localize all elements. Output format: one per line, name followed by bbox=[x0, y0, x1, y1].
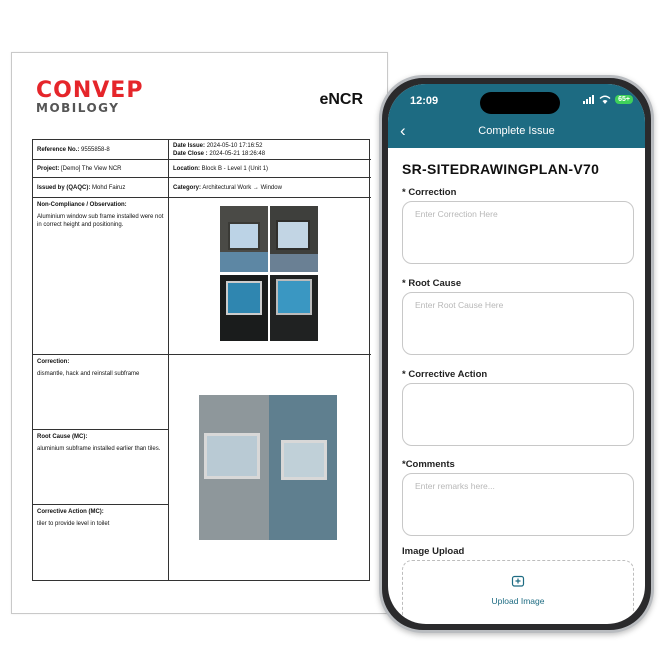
phone-frame bbox=[379, 75, 654, 633]
location-cell: Location: Block B - Level 1 (Unit 1) bbox=[169, 160, 371, 178]
back-chevron-icon[interactable]: ‹ bbox=[400, 121, 406, 140]
correction-input[interactable]: Enter Correction Here bbox=[402, 201, 634, 264]
nav-title: Complete Issue bbox=[478, 125, 555, 137]
dates-cell: Date Issue: 2024-05-10 17:16:52 Date Close : 2024-05-21 18:26:48 bbox=[169, 140, 371, 160]
issued-by-cell: Issued by (QAQC): Mohd Fairuz bbox=[33, 178, 169, 198]
corrective-action-cell: Corrective Action (MC): tiler to provide level in toilet bbox=[33, 505, 169, 581]
wifi-icon bbox=[599, 95, 611, 104]
image-plus-icon bbox=[511, 574, 525, 588]
correction-cell: Correction: dismantle, hack and reinstall subframe bbox=[33, 355, 169, 430]
dynamic-island bbox=[480, 92, 560, 114]
status-icons bbox=[583, 95, 633, 104]
form-content bbox=[402, 148, 637, 624]
logo-wordmark: CONVEP bbox=[36, 78, 144, 103]
site-photo-4 bbox=[270, 275, 318, 341]
issue-title: SR-SITEDRAWINGPLAN-V70 bbox=[402, 161, 600, 177]
nav-bar bbox=[388, 116, 645, 148]
root-cause-input[interactable]: Enter Root Cause Here bbox=[402, 292, 634, 355]
reference-cell: Reference No.: 9555858-8 bbox=[33, 140, 169, 160]
corrective-action-label: * Corrective Action bbox=[402, 369, 488, 380]
noncompliance-cell: Non-Compliance / Observation: Aluminium window sub frame installed were not in correct height and positioning. bbox=[33, 198, 169, 355]
image-upload-label: Image Upload bbox=[402, 546, 465, 557]
site-photo-1 bbox=[220, 206, 268, 272]
upload-image-label: Upload Image bbox=[491, 596, 545, 606]
noncompliance-photos-cell bbox=[169, 198, 371, 355]
root-cause-cell: Root Cause (MC): aluminium subframe installed earlier than tiles. bbox=[33, 430, 169, 505]
completed-photo bbox=[199, 395, 337, 540]
comments-input[interactable]: Enter remarks here... bbox=[402, 473, 634, 536]
document-title: eNCR bbox=[319, 91, 363, 108]
encr-document bbox=[11, 52, 388, 614]
ncr-table bbox=[32, 139, 370, 581]
phone-screen bbox=[388, 84, 645, 624]
status-bar bbox=[388, 84, 645, 116]
site-photo-3 bbox=[220, 275, 268, 341]
comments-label: *Comments bbox=[402, 459, 455, 470]
battery-icon: 65+ bbox=[615, 95, 633, 104]
correction-photo-cell bbox=[169, 355, 371, 581]
logo-subtitle: MOBILOGY bbox=[36, 101, 120, 115]
project-cell: Project: [Demo] The View NCR bbox=[33, 160, 169, 178]
correction-label: * Correction bbox=[402, 187, 457, 198]
upload-image-button[interactable] bbox=[402, 560, 634, 624]
status-time: 12:09 bbox=[410, 95, 439, 107]
root-cause-label: * Root Cause bbox=[402, 278, 462, 289]
category-cell: Category: Architectural Work → Window bbox=[169, 178, 371, 198]
corrective-action-input[interactable] bbox=[402, 383, 634, 446]
site-photo-2 bbox=[270, 206, 318, 272]
signal-icon bbox=[583, 95, 595, 104]
company-logo bbox=[36, 78, 156, 115]
